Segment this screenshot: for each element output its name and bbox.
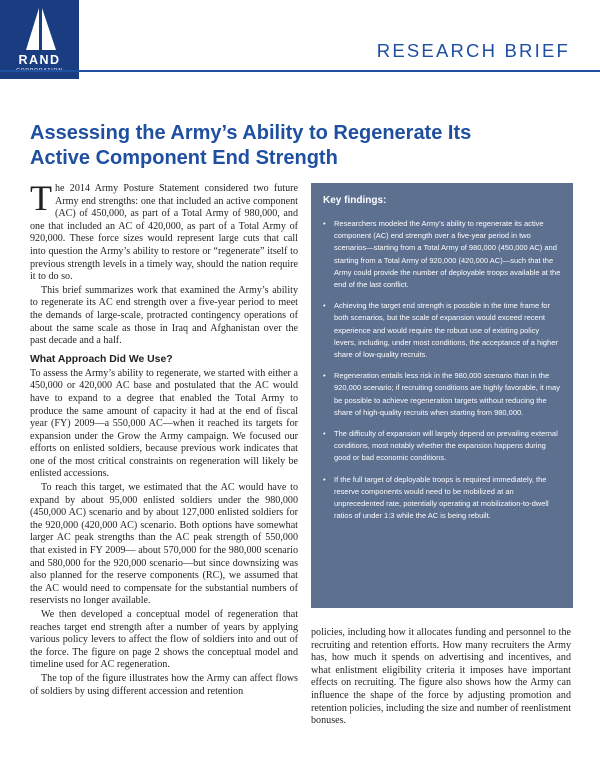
approach-heading: What Approach Did We Use? bbox=[30, 353, 173, 365]
header-rule bbox=[0, 70, 600, 72]
finding-item bbox=[323, 370, 561, 419]
bullet-icon: • bbox=[323, 429, 326, 439]
finding-text: If the full target of deployable troops is required immediately, the reserve components would need to be mobilized at an unprecedented rate, potentially operating at mobilization-to-dwell ratios of under 1:3 while the AC is being rebuilt. bbox=[334, 474, 549, 521]
finding-item bbox=[323, 300, 561, 361]
bullet-icon: • bbox=[323, 371, 326, 381]
body-column-left bbox=[30, 178, 298, 698]
bullet-icon: • bbox=[323, 474, 326, 484]
title-line-2: Active Component End Strength bbox=[30, 147, 338, 169]
logo-wedge-right bbox=[42, 8, 56, 50]
finding-item bbox=[323, 474, 561, 523]
finding-text: Researchers modeled the Army’s ability to regenerate its active component (AC) end strength over a five-year period in two scenarios—starting from a Total Army of 980,000 (450,000 AC) and starting from a Total Army of 920,000 (420,000 AC)—such that the Army could provide the number of deployable troops available at the end of the last conflict. bbox=[334, 219, 561, 290]
key-findings-box bbox=[311, 183, 573, 608]
approach-paragraph-4: The top of the figure illustrates how the Army can affect flows of soldiers by using different accession and retention bbox=[30, 672, 298, 697]
approach-paragraph-2: To reach this target, we estimated that the AC would have to expand by about 95,000 enlisted soldiers under the 980,000 (450,000 AC) scenario and by about 127,000 enlisted soldiers for the 920,000 (420,000 AC) scenario. Both options have somewhat larger AC peak strengths than the AC peak strength of 550,000 that existed in FY 2009— about 570,000 for the 980,000 scenario and 580,000 for the 920,000 scenario—but since downsizing was also planned for the reserve components (RC), we assumed that the AC would need to compensate for the substantial numbers of reservists no longer available. bbox=[30, 482, 298, 607]
finding-item bbox=[323, 428, 561, 465]
key-findings-title: Key findings: bbox=[323, 195, 387, 206]
approach-paragraph-1: To assess the Army’s ability to regenerate, we started with either a 450,000 or 420,000 AC base and postulated that the AC would have to expand to a degree that enabled the Total Army to produce the same amount of capacity it had at the end of fiscal year (FY) 2009—a 550,000 AC—when it reached its targets for expansion under the Grow the Army campaign. We focused our efforts on enlisted soldiers, because previous work indicates that one of the most critical constraints on regeneration will likely be enlisted accessions. bbox=[30, 367, 298, 480]
logo-wedge-left bbox=[26, 8, 39, 50]
title-line-1: Assessing the Army’s Ability to Regenerate Its bbox=[30, 122, 472, 144]
finding-text: Achieving the target end strength is possible in the time frame for both scenarios, but the scale of expansion would exceed recent experience and would require the robust use of existing policy levers, including, under most conditions, the acceptance of a higher share of low-quality recruits. bbox=[334, 301, 558, 360]
rand-logo bbox=[0, 0, 79, 79]
summary-paragraph: This brief summarizes work that examined the Army’s ability to regenerate its AC end strength over a five-year period to meet the demands of large-scale, protracted contingency operations of about the same scale as those in Iraq and Afghanistan over the past decade and a half. bbox=[30, 284, 298, 347]
bullet-icon: • bbox=[323, 219, 326, 228]
finding-text: Regeneration entails less risk in the 980,000 scenario than in the 920,000 scenario; if recruiting conditions are highly favorable, it may be possible to achieve regeneration targets without reducing the share of high-quality recruits when starting from 980,000. bbox=[334, 371, 560, 417]
intro-paragraph-text: he 2014 Army Posture Statement considered two future Army end strengths: one that included an active component (AC) of 450,000, as part of a Total Army of 980,000, and one that included an AC of 420,000, as part of a Total Army of 920,000. These force sizes would represent large cuts that call into question the Army’s ability to restore or “regenerate” itself to previous strength levels in a timely way, should the nation require it to do so. bbox=[30, 183, 298, 283]
bullet-icon: • bbox=[323, 301, 326, 311]
key-findings-list bbox=[323, 218, 561, 522]
body-column-right bbox=[311, 627, 571, 728]
logo-name: RAND bbox=[18, 53, 61, 67]
finding-item bbox=[323, 218, 561, 291]
approach-paragraph-3: We then developed a conceptual model of regeneration that reaches target end strength after a number of years by applying various policy levers to affect the flow of soldiers into and out of the force. The figure on page 2 shows the conceptual model and timeline used for AC regeneration. bbox=[30, 609, 298, 671]
intro-paragraph bbox=[30, 178, 298, 284]
page-title bbox=[30, 121, 550, 171]
research-brief-label: RESEARCH BRIEF bbox=[376, 40, 570, 61]
drop-cap: T bbox=[30, 178, 52, 218]
continued-paragraph: policies, including how it allocates funding and personnel to the recruiting and retention efforts. How many recruiters the Army has, how much it spends on advertising and incentives, and what enlistment eligibility criteria it imposes have important effects on recruiting. The figure also shows how the Army can influence the shape of the force by adjusting promotion and retention policies, including the size and number of reenlistment bonuses. bbox=[311, 627, 571, 727]
finding-text: The difficulty of expansion will largely depend on prevailing external conditions, most notably whether the expansion happens during good or bad economic conditions. bbox=[334, 429, 558, 463]
